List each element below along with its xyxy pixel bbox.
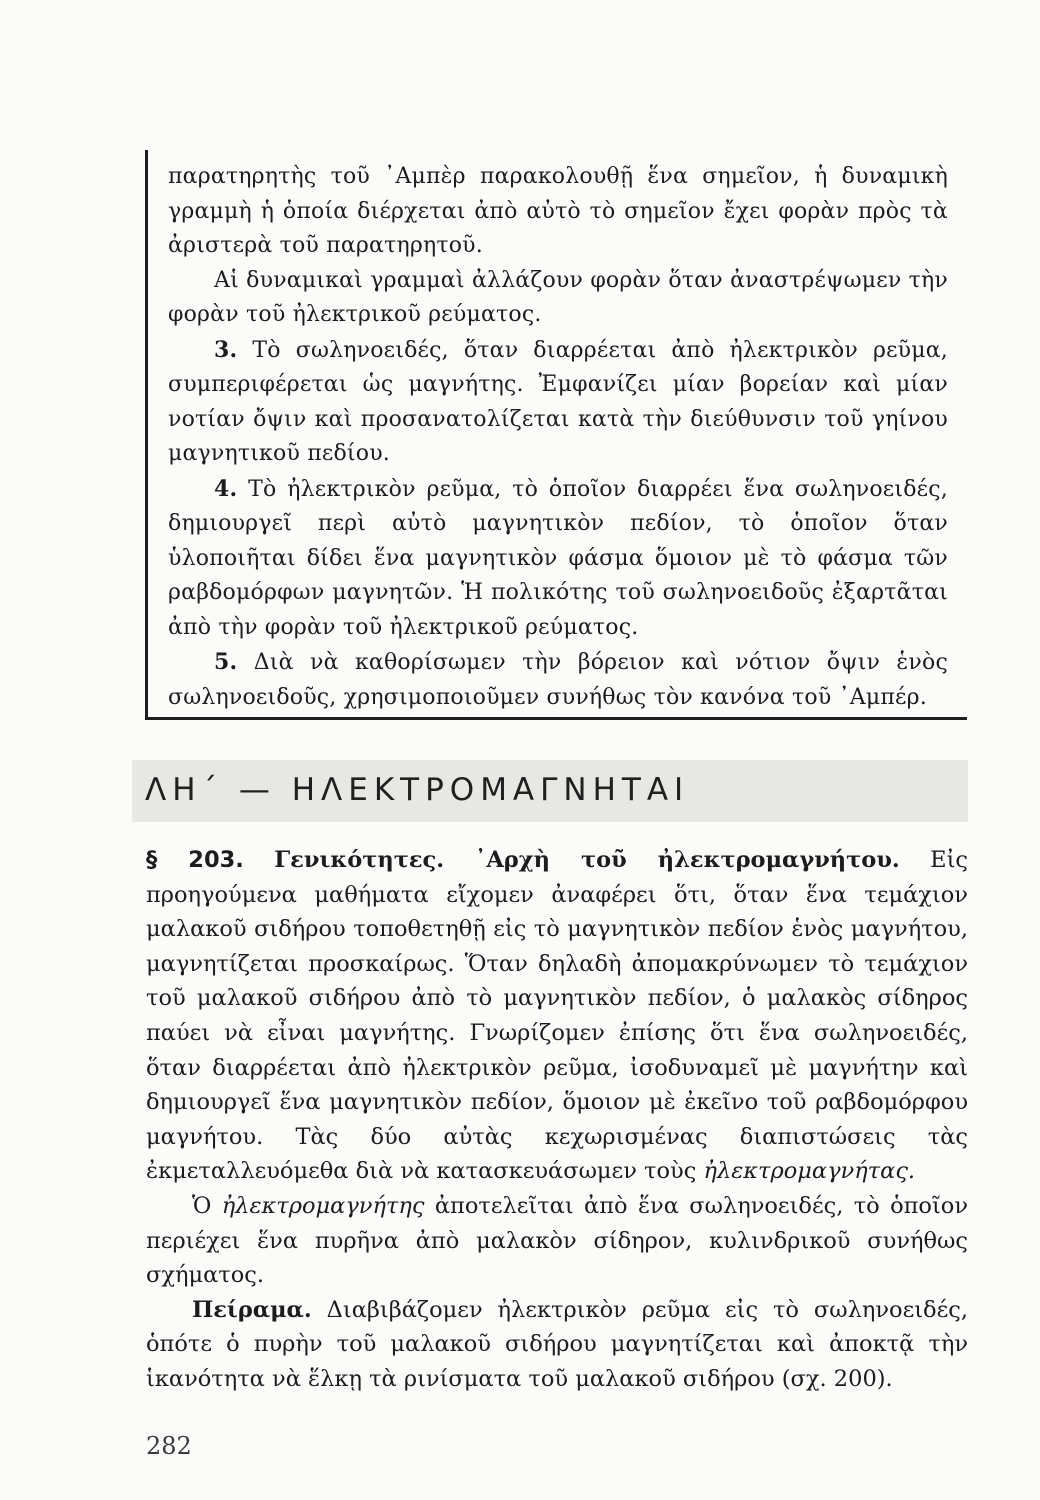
section-number: § 203. xyxy=(146,847,244,873)
summary-text xyxy=(168,160,948,715)
paragraph-2-rest: ἀποτελεῖται ἀπὸ ἕνα σωληνοειδές, τὸ ὁποῖον περιέχει ἕνα πυρῆνα ἀπὸ μαλακὸν σίδηρον, κυλινδρικοῦ συνήθως σχήματος. xyxy=(146,1192,969,1289)
paragraph-2-start: Ὁ xyxy=(192,1192,212,1219)
item-5-text: Διὰ νὰ καθορίσωμεν τὴν βόρειον καὶ νότιον ὄψιν ἑνὸς σωληνοειδοῦς, χρησιμοποιοῦμεν συνήθως τὸν κανόνα τοῦ ᾿Αμπέρ. xyxy=(168,650,948,710)
summary-item-5 xyxy=(168,645,948,715)
section-body xyxy=(146,843,968,1397)
section-paragraph-1-text: Εἰς προηγούμενα μαθήματα εἴχομεν ἀναφέρει ὅτι, ὅταν ἕνα τεμάχιον μαλακοῦ σιδήρου τοποθετηθῇ εἰς τὸ μαγνητικὸν πεδίον ἑνὸς μαγνήτου, μαγνητίζεται προσκαίρως. Ὅταν δηλαδὴ ἀπομακρύνωμεν τὸ τεμάχιον τοῦ μαλακοῦ σιδήρου ἀπὸ τὸ μαγνητικὸν πεδίον, ὁ μαλακὸς σίδηρος παύει νὰ εἶναι μαγνήτης. Γνωρίζομεν ἐπίσης ὅτι ἕνα σωληνοειδές, ὅταν διαρρέεται ἀπὸ ἠλεκτρικὸν ρεῦμα, ἰσοδυναμεῖ μὲ μαγνήτην καὶ δημιουργεῖ ἕνα μαγνητικὸν πεδίον, ὅμοιον μὲ ἐκεῖνο τοῦ ραβδομόρφου μαγνήτου. Τὰς δύο αὐτὰς κεχωρισμένας διαπιστώσεις τὰς ἐκμεταλλευόμεθα διὰ νὰ κατασκευάσωμεν τοὺς xyxy=(146,847,968,1185)
experiment-label: Πείραμα. xyxy=(192,1296,312,1323)
section-paragraph-2 xyxy=(146,1189,968,1293)
section-paragraph-1 xyxy=(146,843,968,1189)
summary-paragraph-reverse: Αἱ δυναμικαὶ γραμμαὶ ἀλλάζουν φορὰν ὅταν ἀναστρέψωμεν τὴν φορὰν τοῦ ἠλεκτρικοῦ ρεύματος. xyxy=(168,267,948,327)
item-3-number: 3. xyxy=(214,336,238,363)
term-electromagnet: ἠλεκτρομαγνήτης xyxy=(221,1192,425,1219)
item-4-number: 4. xyxy=(214,475,238,502)
item-4-text: Τὸ ἠλεκτρικὸν ρεῦμα, τὸ ὁποῖον διαρρέει ἕνα σωληνοειδές, δημιουργεῖ περὶ αὐτὸ μαγνητικὸν πεδίον, τὸ ὁποῖον ὅταν ὑλοποιῆται δίδει ἕνα μαγνητικὸν φάσμα ὅμοιον μὲ τὸ φάσμα τῶν ραβδομόρφων μαγνητῶν. Ἡ πολικότης τοῦ σωληνοειδοῦς ἐξαρτᾶται ἀπὸ τὴν φορὰν τοῦ ἠλεκτρικοῦ ρεύματος. xyxy=(168,476,948,640)
chapter-heading-band xyxy=(132,760,968,822)
experiment-paragraph xyxy=(146,1293,968,1397)
summary-item-4 xyxy=(168,472,948,646)
summary-continuation: παρατηρητὴς τοῦ ᾿Αμπὲρ παρακολουθῇ ἕνα σημεῖον, ἡ δυναμικὴ γραμμὴ ἡ ὁποία διέρχεται ἀπὸ αὐτὸ τὸ σημεῖον ἔχει φορὰν πρὸς τὰ ἀριστερὰ τοῦ παρατηρητοῦ. xyxy=(168,164,948,258)
page-number: 282 xyxy=(146,1432,192,1460)
summary-item-3 xyxy=(168,333,948,472)
item-3-text: Τὸ σωληνοειδές, ὅταν διαρρέεται ἀπὸ ἠλεκτρικὸν ρεῦμα, συμπεριφέρεται ὡς μαγνήτης. Ἐμφανίζει μίαν βορείαν καὶ μίαν νοτίαν ὄψιν καὶ προσανατολίζεται κατὰ τὴν διεύθυνσιν τοῦ γηίνου μαγνητικοῦ πεδίου. xyxy=(168,337,948,466)
section-title: Γενικότητες. ᾿Αρχὴ τοῦ ἠλεκτρομαγνήτου. xyxy=(274,847,900,873)
experiment-text: Διαβιβάζομεν ἠλεκτρικὸν ρεῦμα εἰς τὸ σωληνοειδές, ὁπότε ὁ πυρὴν τοῦ μαλακοῦ σιδήρου μαγνητίζεται καὶ ἀποκτᾷ τὴν ἱκανότητα νὰ ἕλκῃ τὰ ρινίσματα τοῦ μαλακοῦ σιδήρου (σχ. 200). xyxy=(146,1296,968,1392)
item-5-number: 5. xyxy=(214,649,238,675)
term-electromagnets: ἠλεκτρομαγνήτας. xyxy=(703,1158,916,1185)
summary-box xyxy=(145,150,967,720)
chapter-title: ΛΗ΄ — ΗΛΕΚΤΡΟΜΑΓΝΗΤΑΙ xyxy=(145,772,690,808)
